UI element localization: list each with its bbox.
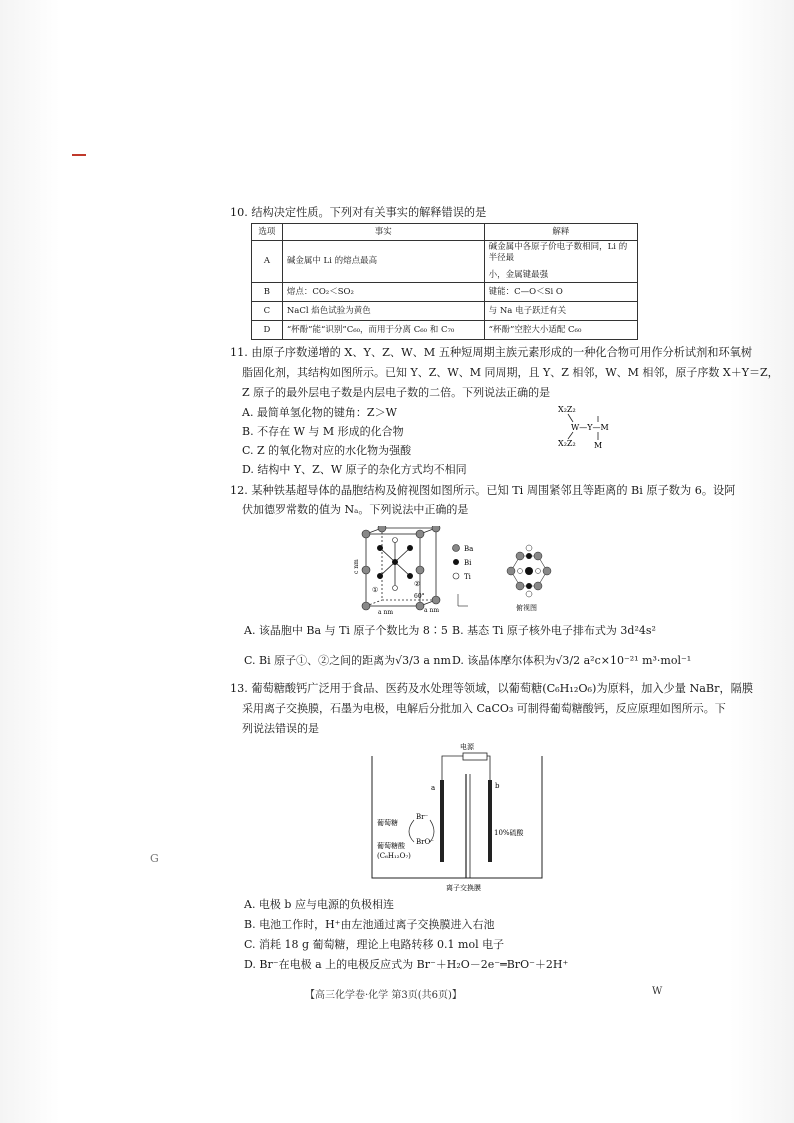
legend-ba-dot [453,545,460,552]
row-fact: “杯酚”能“识别”C₆₀，而用于分离 C₆₀ 和 C₇₀ [282,321,484,340]
cell-top-edge [366,528,436,534]
header-fact: 事实 [282,224,484,241]
struct-top-label: X₂Z₂ [558,405,576,414]
ba-atom [432,526,440,532]
q12a-option-c: C. Bi 原子①、②之间的距离为√3/3 a nm [244,654,451,667]
ti-atom [393,586,398,591]
q13-line-3: 列说法错误的是 [242,722,319,735]
ba-atom [432,596,440,604]
q11-option-d: D. 结构中 Y、Z、W 原子的杂化方式均不相同 [242,463,467,476]
ba-atom [362,566,370,574]
ba-atom [416,566,424,574]
point-1-label: ① [372,586,379,594]
ba-atom [516,552,524,560]
gluconic-acid-formula: (C₆H₁₂O₇) [377,852,411,860]
q13-option-b: B. 电池工作时，H⁺由左池通过离子交换膜进入右池 [244,918,495,931]
bi-atom [407,573,413,579]
bi-atom [392,559,398,565]
electrolysis-diagram [368,740,548,892]
hypobromite-label: BrO⁻ [416,838,434,846]
row-explanation-line: 碱金属中各原子价电子数相同，Li 的半径最 [488,242,628,263]
point-2-label: ② [414,580,421,588]
q13-option-c: C. 消耗 18 g 葡萄糖，理论上电路转移 0.1 mol 电子 [244,938,505,951]
electrode-a-label: a [431,784,436,792]
table-row [252,302,638,321]
ti-atom [526,591,532,597]
legend-ti-dot [453,573,459,579]
bi-atom [525,567,533,575]
page-footer: 【高三化学卷·化学 第3页(共6页)】 [305,990,462,1001]
axis-indicator [458,594,468,606]
height-label: c nm [353,559,360,574]
electrode-a [440,780,444,862]
power-source [463,753,487,760]
sulfuric-acid-label: 10%硫酸 [494,829,524,837]
q12a-line-1: 12. 某种铁基超导体的晶胞结构及俯视图如图所示。已知 Ti 周围紧邻且等距离的 Bi 原子数为 6。设阿 [230,484,736,497]
bi-atom [377,545,383,551]
table-header-row [252,224,638,241]
q11-structure-diagram [548,400,638,455]
electrode-b [488,780,492,862]
q11-option-c: C. Z 的氧化物对应的水化物为强酸 [242,444,412,457]
power-label: 电源 [460,743,474,751]
electrode-b-label: b [495,782,500,790]
ti-atom [518,569,523,574]
bromide-label: Br⁻ [416,813,429,821]
row-explanation: “杯酚”空腔大小适配 C₆₀ [484,321,637,340]
bond-line [568,414,573,422]
struct-bottom-label: X₂Z₂ [558,439,576,448]
gluconic-acid-label: 葡萄糖酸 [377,842,405,850]
row-option: A [252,241,283,283]
ti-atom [526,545,532,551]
struct-m-label: M [594,441,603,450]
top-view-pattern [507,545,551,597]
q13-line-1: 13. 葡萄糖酸钙广泛用于食品、医药及水处理等领域，以葡萄糖(C₆H₁₂O₆)为原料，加入少量 NaBr，隔膜 [230,682,754,695]
row-option: C [252,302,283,321]
membrane-label: 离子交换膜 [446,884,481,892]
header-explanation: 解释 [484,224,637,241]
q13-option-d: D. Br⁻在电极 a 上的电极反应式为 Br⁻＋H₂O－2e⁻═BrO⁻＋2H⁺ [244,958,569,971]
depth-label: a nm [424,607,440,614]
top-view-label: 俯视图 [516,604,537,612]
row-fact: 碱金属中 Li 的熔点最高 [282,241,484,283]
q13-option-a: A. 电极 b 应与电源的负极相连 [244,898,394,911]
cell-front-face [366,534,420,606]
q11-line-3: Z 原子的最外层电子数是内层电子数的二倍。下列说法正确的是 [242,386,551,399]
q13-line-2: 采用离子交换膜，石墨为电极，电解后分批加入 CaCO₃ 可制得葡萄糖酸钙，反应原理如图所示。下 [242,702,726,715]
row-explanation [484,241,637,283]
table-row [252,321,638,340]
bond-line [568,432,573,439]
struct-center-label: W—Y—M [571,423,609,432]
q11-line-1: 11. 由原子序数递增的 X、Y、Z、W、M 五种短周期主族元素形成的一种化合物可用作分析试剂和环氧树 [230,346,753,359]
margin-mark: G [150,852,159,865]
ba-atom [516,582,524,590]
bi-atom [377,573,383,579]
q12a-option-d: D. 该晶体摩尔体积为√3/2 a²c×10⁻²¹ m³·mol⁻¹ [452,654,692,667]
ba-atom [362,602,370,610]
row-explanation: 与 Na 电子跃迁有关 [484,302,637,321]
ba-atom [416,602,424,610]
q12a-line-2: 伏加德罗常数的值为 Nₐ。下列说法中正确的是 [242,503,469,516]
footer-mark: W [652,986,663,997]
ti-atom [393,538,398,543]
angle-label: 60° [414,593,425,600]
row-fact: 熔点：CO₂＜SO₂ [282,283,484,302]
table-row [252,283,638,302]
crystal-structure-figure [350,526,590,616]
legend-bi-label: Bi [464,559,472,567]
reaction-arrow [409,820,414,842]
ba-atom [362,530,370,538]
q10-title: 10. 结构决定性质。下列对有关事实的解释错误的是 [230,206,487,219]
legend-bi-dot [453,559,459,565]
bi-atom [407,545,413,551]
q11-option-b: B. 不存在 W 与 M 形成的化合物 [242,425,404,438]
legend-ti-label: Ti [464,573,471,581]
ba-atom [378,526,386,532]
row-option: D [252,321,283,340]
row-fact: NaCl 焰色试验为黄色 [282,302,484,321]
q12a-option-b: B. 基态 Ti 原子核外电子排布式为 3d²4s² [452,624,656,637]
legend-ba-label: Ba [464,545,474,553]
row-explanation-line: 小，金属键最强 [488,270,549,280]
q11-option-a: A. 最简单氢化物的键角：Z＞W [242,406,397,419]
row-option: B [252,283,283,302]
ba-atom [416,530,424,538]
ba-atom [534,582,542,590]
q12a-option-a: A. 该晶胞中 Ba 与 Ti 原子个数比为 8∶5 [244,624,448,637]
table-row [252,241,638,283]
glucose-label: 葡萄糖 [377,819,398,827]
ti-atom [536,569,541,574]
bi-atom [526,583,532,589]
ba-atom [507,567,515,575]
row-explanation: 键能：C—O＜Si O [484,283,637,302]
bi-atom [526,553,532,559]
q11-line-2: 脂固化剂，其结构如图所示。已知 Y、Z、W、M 同周期，且 Y、Z 相邻，W、M 相邻，原子序数 X＋Y＝Z， [242,366,779,379]
width-label: a nm [378,609,394,616]
ba-atom [534,552,542,560]
q10-table [251,223,638,340]
ba-atom [543,567,551,575]
header-option: 选项 [252,224,283,241]
